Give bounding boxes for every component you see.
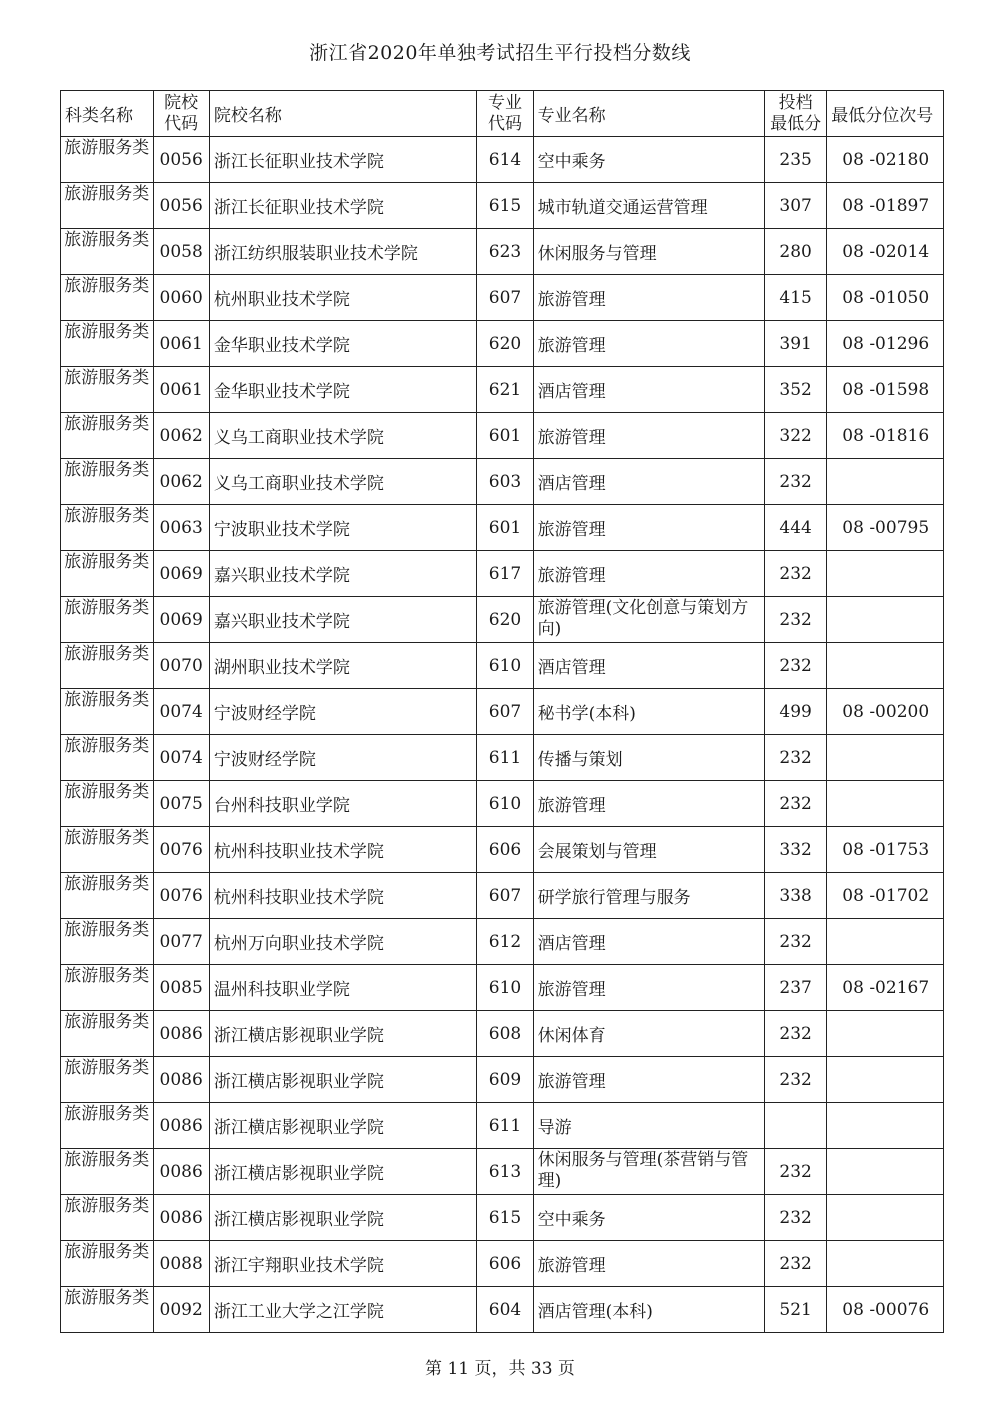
cell-min-score: 232 (764, 1149, 826, 1195)
cell-min-rank (827, 735, 944, 781)
cell-min-score: 237 (764, 965, 826, 1011)
cell-school-code: 0086 (153, 1149, 209, 1195)
cell-min-score: 232 (764, 781, 826, 827)
cell-school-name: 浙江横店影视职业学院 (209, 1195, 477, 1241)
cell-school-name: 宁波财经学院 (209, 735, 477, 781)
cell-school-name: 台州科技职业学院 (209, 781, 477, 827)
cell-major-name: 酒店管理 (533, 367, 764, 413)
cell-min-score: 338 (764, 873, 826, 919)
table-row (61, 321, 944, 367)
cell-min-rank: 08 -00795 (827, 505, 944, 551)
cell-major-code: 606 (477, 1241, 533, 1287)
cell-category: 旅游服务类 (61, 505, 154, 551)
cell-school-code: 0077 (153, 919, 209, 965)
cell-school-name: 宁波职业技术学院 (209, 505, 477, 551)
cell-category: 旅游服务类 (61, 229, 154, 275)
cell-major-code: 607 (477, 275, 533, 321)
cell-major-name: 休闲服务与管理(茶营销与管理) (533, 1149, 764, 1195)
cell-min-score: 232 (764, 597, 826, 643)
cell-major-code: 606 (477, 827, 533, 873)
cell-school-code: 0056 (153, 137, 209, 183)
cell-category: 旅游服务类 (61, 1287, 154, 1333)
cell-school-code: 0063 (153, 505, 209, 551)
cell-category: 旅游服务类 (61, 1195, 154, 1241)
cell-major-name: 旅游管理 (533, 505, 764, 551)
cell-category: 旅游服务类 (61, 643, 154, 689)
cell-school-name: 浙江宇翔职业技术学院 (209, 1241, 477, 1287)
cell-school-code: 0075 (153, 781, 209, 827)
table-row (61, 1287, 944, 1333)
cell-min-score: 521 (764, 1287, 826, 1333)
header-school-name: 院校名称 (209, 91, 477, 137)
cell-school-name: 嘉兴职业技术学院 (209, 597, 477, 643)
cell-category: 旅游服务类 (61, 183, 154, 229)
cell-major-name: 休闲体育 (533, 1011, 764, 1057)
table-row (61, 1103, 944, 1149)
cell-min-rank (827, 1057, 944, 1103)
header-min-score (764, 91, 826, 137)
cell-min-rank: 08 -01050 (827, 275, 944, 321)
cell-min-score: 232 (764, 459, 826, 505)
cell-major-code: 617 (477, 551, 533, 597)
cell-category: 旅游服务类 (61, 367, 154, 413)
header-min-rank: 最低分位次号 (827, 91, 944, 137)
cell-min-rank (827, 1011, 944, 1057)
cell-category: 旅游服务类 (61, 1149, 154, 1195)
cell-school-name: 义乌工商职业技术学院 (209, 459, 477, 505)
cell-major-code: 609 (477, 1057, 533, 1103)
cell-major-code: 607 (477, 689, 533, 735)
cell-school-name: 宁波财经学院 (209, 689, 477, 735)
cell-category: 旅游服务类 (61, 873, 154, 919)
table-row (61, 643, 944, 689)
table-row (61, 551, 944, 597)
cell-major-name: 酒店管理 (533, 919, 764, 965)
cell-school-code: 0086 (153, 1103, 209, 1149)
header-major-name: 专业名称 (533, 91, 764, 137)
cell-major-name: 酒店管理 (533, 643, 764, 689)
cell-major-name: 旅游管理(文化创意与策划方向) (533, 597, 764, 643)
cell-school-code: 0060 (153, 275, 209, 321)
cell-category: 旅游服务类 (61, 597, 154, 643)
cell-min-rank (827, 551, 944, 597)
cell-major-name: 空中乘务 (533, 1195, 764, 1241)
cell-min-rank (827, 1149, 944, 1195)
cell-school-name: 嘉兴职业技术学院 (209, 551, 477, 597)
cell-min-score: 499 (764, 689, 826, 735)
cell-school-name: 杭州科技职业技术学院 (209, 827, 477, 873)
cell-major-code: 603 (477, 459, 533, 505)
cell-category: 旅游服务类 (61, 1011, 154, 1057)
cell-min-score: 232 (764, 919, 826, 965)
cell-category: 旅游服务类 (61, 459, 154, 505)
table-row (61, 689, 944, 735)
cell-major-code: 615 (477, 1195, 533, 1241)
cell-min-score: 232 (764, 1241, 826, 1287)
cell-min-score: 280 (764, 229, 826, 275)
cell-school-name: 浙江长征职业技术学院 (209, 183, 477, 229)
cell-major-code: 613 (477, 1149, 533, 1195)
cell-major-code: 620 (477, 597, 533, 643)
cell-school-code: 0070 (153, 643, 209, 689)
cell-major-name: 旅游管理 (533, 781, 764, 827)
cell-major-code: 601 (477, 505, 533, 551)
cell-major-name: 旅游管理 (533, 551, 764, 597)
cell-min-rank: 08 -01897 (827, 183, 944, 229)
cell-min-rank: 08 -01702 (827, 873, 944, 919)
cell-major-name: 导游 (533, 1103, 764, 1149)
cell-major-name: 空中乘务 (533, 137, 764, 183)
table-row (61, 275, 944, 321)
cell-school-code: 0069 (153, 597, 209, 643)
header-min-score-line1: 投档 (778, 92, 813, 113)
cell-min-rank (827, 781, 944, 827)
cell-min-score: 232 (764, 1057, 826, 1103)
cell-category: 旅游服务类 (61, 919, 154, 965)
cell-major-code: 623 (477, 229, 533, 275)
cell-min-score: 332 (764, 827, 826, 873)
header-major-code (477, 91, 533, 137)
cell-min-score: 415 (764, 275, 826, 321)
table-row (61, 183, 944, 229)
cell-min-rank (827, 1103, 944, 1149)
cell-major-code: 610 (477, 643, 533, 689)
cell-category: 旅游服务类 (61, 413, 154, 459)
cell-school-code: 0085 (153, 965, 209, 1011)
cell-min-rank: 08 -01753 (827, 827, 944, 873)
cell-school-code: 0062 (153, 459, 209, 505)
cell-category: 旅游服务类 (61, 689, 154, 735)
cell-min-rank (827, 919, 944, 965)
cell-min-score: 322 (764, 413, 826, 459)
table-row (61, 229, 944, 275)
table-row (61, 137, 944, 183)
cell-school-code: 0092 (153, 1287, 209, 1333)
cell-category: 旅游服务类 (61, 827, 154, 873)
cell-major-name: 酒店管理(本科) (533, 1287, 764, 1333)
cell-major-name: 城市轨道交通运营管理 (533, 183, 764, 229)
table-row (61, 873, 944, 919)
score-table (60, 90, 944, 1333)
cell-major-code: 621 (477, 367, 533, 413)
cell-category: 旅游服务类 (61, 321, 154, 367)
cell-min-rank: 08 -00076 (827, 1287, 944, 1333)
table-row (61, 827, 944, 873)
cell-school-code: 0061 (153, 321, 209, 367)
table-row (61, 1195, 944, 1241)
cell-major-name: 旅游管理 (533, 275, 764, 321)
cell-school-name: 浙江工业大学之江学院 (209, 1287, 477, 1333)
cell-major-name: 旅游管理 (533, 1241, 764, 1287)
cell-major-name: 酒店管理 (533, 459, 764, 505)
cell-school-name: 义乌工商职业技术学院 (209, 413, 477, 459)
page-title: 浙江省2020年单独考试招生平行投档分数线 (309, 42, 691, 64)
cell-major-name: 旅游管理 (533, 1057, 764, 1103)
cell-school-code: 0076 (153, 873, 209, 919)
cell-school-name: 浙江长征职业技术学院 (209, 137, 477, 183)
header-category: 科类名称 (61, 91, 154, 137)
cell-school-code: 0074 (153, 735, 209, 781)
cell-school-name: 浙江横店影视职业学院 (209, 1103, 477, 1149)
cell-min-score: 232 (764, 551, 826, 597)
header-school-code-line1: 院校 (164, 92, 199, 113)
table-row (61, 597, 944, 643)
cell-major-name: 旅游管理 (533, 413, 764, 459)
cell-min-rank (827, 1241, 944, 1287)
cell-major-code: 615 (477, 183, 533, 229)
cell-school-code: 0056 (153, 183, 209, 229)
cell-school-name: 杭州万向职业技术学院 (209, 919, 477, 965)
cell-major-code: 607 (477, 873, 533, 919)
header-major-code-line1: 专业 (487, 92, 522, 113)
cell-category: 旅游服务类 (61, 1103, 154, 1149)
cell-major-name: 秘书学(本科) (533, 689, 764, 735)
cell-school-name: 温州科技职业学院 (209, 965, 477, 1011)
cell-category: 旅游服务类 (61, 137, 154, 183)
cell-school-code: 0062 (153, 413, 209, 459)
cell-major-name: 休闲服务与管理 (533, 229, 764, 275)
cell-school-code: 0086 (153, 1057, 209, 1103)
cell-major-code: 601 (477, 413, 533, 459)
cell-min-score (764, 1103, 826, 1149)
table-row (61, 919, 944, 965)
cell-school-name: 浙江横店影视职业学院 (209, 1057, 477, 1103)
table-row (61, 413, 944, 459)
cell-min-score: 232 (764, 1195, 826, 1241)
cell-school-name: 浙江横店影视职业学院 (209, 1011, 477, 1057)
cell-min-rank: 08 -01296 (827, 321, 944, 367)
cell-school-code: 0074 (153, 689, 209, 735)
cell-min-rank: 08 -01598 (827, 367, 944, 413)
cell-min-rank: 08 -01816 (827, 413, 944, 459)
cell-min-rank: 08 -02180 (827, 137, 944, 183)
page-footer: 第 11 页，共 33 页 (425, 1359, 575, 1379)
table-row (61, 965, 944, 1011)
table-row (61, 1241, 944, 1287)
table-row (61, 459, 944, 505)
cell-min-score: 352 (764, 367, 826, 413)
cell-school-name: 金华职业技术学院 (209, 367, 477, 413)
header-min-score-line2: 最低分 (770, 113, 822, 134)
cell-major-code: 620 (477, 321, 533, 367)
header-school-code (153, 91, 209, 137)
cell-major-name: 旅游管理 (533, 965, 764, 1011)
cell-category: 旅游服务类 (61, 781, 154, 827)
table-row (61, 781, 944, 827)
cell-school-name: 杭州科技职业技术学院 (209, 873, 477, 919)
cell-major-code: 608 (477, 1011, 533, 1057)
cell-min-rank: 08 -00200 (827, 689, 944, 735)
table-header-row (61, 91, 944, 137)
cell-min-rank: 08 -02167 (827, 965, 944, 1011)
cell-min-rank (827, 643, 944, 689)
cell-school-name: 湖州职业技术学院 (209, 643, 477, 689)
cell-min-score: 391 (764, 321, 826, 367)
cell-major-name: 传播与策划 (533, 735, 764, 781)
cell-min-score: 232 (764, 643, 826, 689)
cell-school-code: 0086 (153, 1011, 209, 1057)
cell-category: 旅游服务类 (61, 275, 154, 321)
table-row (61, 505, 944, 551)
cell-major-code: 614 (477, 137, 533, 183)
cell-category: 旅游服务类 (61, 551, 154, 597)
cell-category: 旅游服务类 (61, 1057, 154, 1103)
cell-min-score: 307 (764, 183, 826, 229)
cell-major-name: 旅游管理 (533, 321, 764, 367)
cell-major-code: 610 (477, 965, 533, 1011)
cell-school-code: 0069 (153, 551, 209, 597)
cell-min-score: 232 (764, 1011, 826, 1057)
cell-category: 旅游服务类 (61, 735, 154, 781)
table-row (61, 1057, 944, 1103)
cell-school-code: 0076 (153, 827, 209, 873)
cell-school-code: 0088 (153, 1241, 209, 1287)
cell-min-score: 235 (764, 137, 826, 183)
cell-major-code: 604 (477, 1287, 533, 1333)
cell-category: 旅游服务类 (61, 965, 154, 1011)
cell-school-name: 浙江横店影视职业学院 (209, 1149, 477, 1195)
cell-min-rank (827, 597, 944, 643)
cell-major-code: 611 (477, 1103, 533, 1149)
cell-min-rank: 08 -02014 (827, 229, 944, 275)
table-row (61, 1149, 944, 1195)
cell-school-code: 0061 (153, 367, 209, 413)
table-row (61, 1011, 944, 1057)
cell-min-rank (827, 1195, 944, 1241)
cell-min-score: 232 (764, 735, 826, 781)
cell-school-name: 杭州职业技术学院 (209, 275, 477, 321)
cell-school-name: 金华职业技术学院 (209, 321, 477, 367)
cell-min-rank (827, 459, 944, 505)
table-row (61, 367, 944, 413)
cell-min-score: 444 (764, 505, 826, 551)
cell-major-code: 611 (477, 735, 533, 781)
header-school-code-line2: 代码 (164, 113, 199, 134)
header-major-code-line2: 代码 (487, 113, 522, 134)
cell-major-code: 612 (477, 919, 533, 965)
cell-school-code: 0058 (153, 229, 209, 275)
table-row (61, 735, 944, 781)
cell-school-name: 浙江纺织服装职业技术学院 (209, 229, 477, 275)
cell-major-name: 会展策划与管理 (533, 827, 764, 873)
cell-category: 旅游服务类 (61, 1241, 154, 1287)
cell-major-name: 研学旅行管理与服务 (533, 873, 764, 919)
cell-major-code: 610 (477, 781, 533, 827)
cell-school-code: 0086 (153, 1195, 209, 1241)
